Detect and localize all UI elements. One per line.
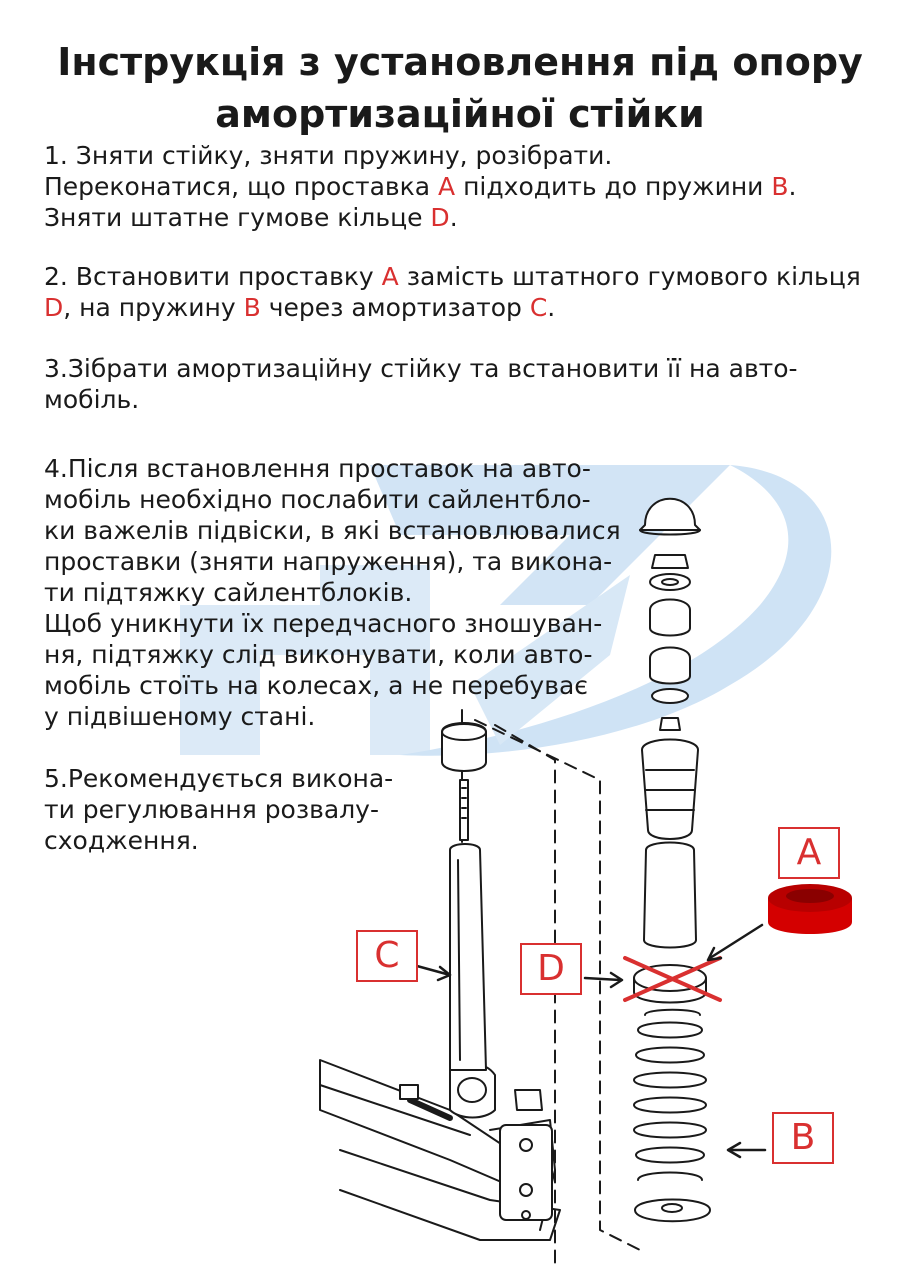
label-box-a: A [778, 827, 840, 879]
step-4-line-3: ки важелів підвіски, в які встановлювалися [44, 516, 621, 545]
title-line-1: Інструкція з установлення під опору [57, 40, 863, 84]
step-4-line-7: ня, підтяжку слід виконувати, коли авто- [44, 640, 593, 669]
step-4-line-1: 4.Після встановлення проставок на авто- [44, 454, 591, 483]
label-box-b: B [772, 1112, 834, 1164]
step-2 [44, 261, 861, 323]
text: . [547, 293, 556, 322]
top-mount-stack [640, 499, 700, 948]
marker-d: D [430, 203, 450, 232]
page-title [0, 36, 920, 140]
step-2-line-2 [44, 292, 861, 323]
step-2-line-1 [44, 261, 861, 292]
text: замість штатного гумового кільця [398, 262, 861, 291]
text: Переконатися, що проставка [44, 172, 439, 201]
shock-absorber [442, 723, 486, 1070]
text: Зняти штатне гумове кільце [44, 203, 431, 232]
text: підходить до пружини [455, 172, 772, 201]
text: . [788, 172, 797, 201]
step-1-line-3 [44, 202, 796, 233]
step-4 [44, 453, 621, 732]
marker-b: В [243, 293, 261, 322]
rubber-ring-d [625, 958, 720, 1003]
step-1-line-1: 1. Зняти стійку, зняти пружину, розібрати. [44, 141, 613, 170]
marker-c: С [529, 293, 548, 322]
step-4-line-6: Щоб уникнути їх передчасного зношуван- [44, 609, 603, 638]
step-3-line-1: 3.Зібрати амортизаційну стійку та встановити її на авто- [44, 354, 798, 383]
text: через амортизатор [260, 293, 530, 322]
suspension-beam [320, 1060, 560, 1240]
marker-a: А [438, 172, 456, 201]
step-3 [44, 353, 798, 415]
step-3-line-2: мобіль. [44, 385, 140, 414]
marker-d: D [44, 293, 64, 322]
marker-a: А [381, 262, 399, 291]
label-box-d: D [520, 943, 582, 995]
step-5-line-1: 5.Рекомендується викона- [44, 764, 394, 793]
text: 2. Встановити проставку [44, 262, 382, 291]
spacer-a [768, 884, 852, 934]
marker-b: В [771, 172, 789, 201]
text: , на пружину [63, 293, 244, 322]
step-4-line-2: мобіль необхідно послабити сайлентбло- [44, 485, 591, 514]
label-box-c: C [356, 930, 418, 982]
step-5-line-2: ти регулювання розвалу- [44, 795, 379, 824]
step-5 [44, 763, 393, 856]
step-4-line-5: ти підтяжку сайлентблоків. [44, 578, 413, 607]
coil-spring [634, 1010, 710, 1222]
step-4-line-8: мобіль стоїть на колесах, а не перебуває [44, 671, 588, 700]
text: . [449, 203, 458, 232]
step-5-line-3: сходження. [44, 826, 199, 855]
step-1-line-2 [44, 171, 796, 202]
title-line-2: амортизаційної стійки [215, 92, 705, 136]
step-1 [44, 140, 796, 233]
step-4-line-4: проставки (зняти напруження), та викона- [44, 547, 613, 576]
step-4-line-9: у підвішеному стані. [44, 702, 316, 731]
